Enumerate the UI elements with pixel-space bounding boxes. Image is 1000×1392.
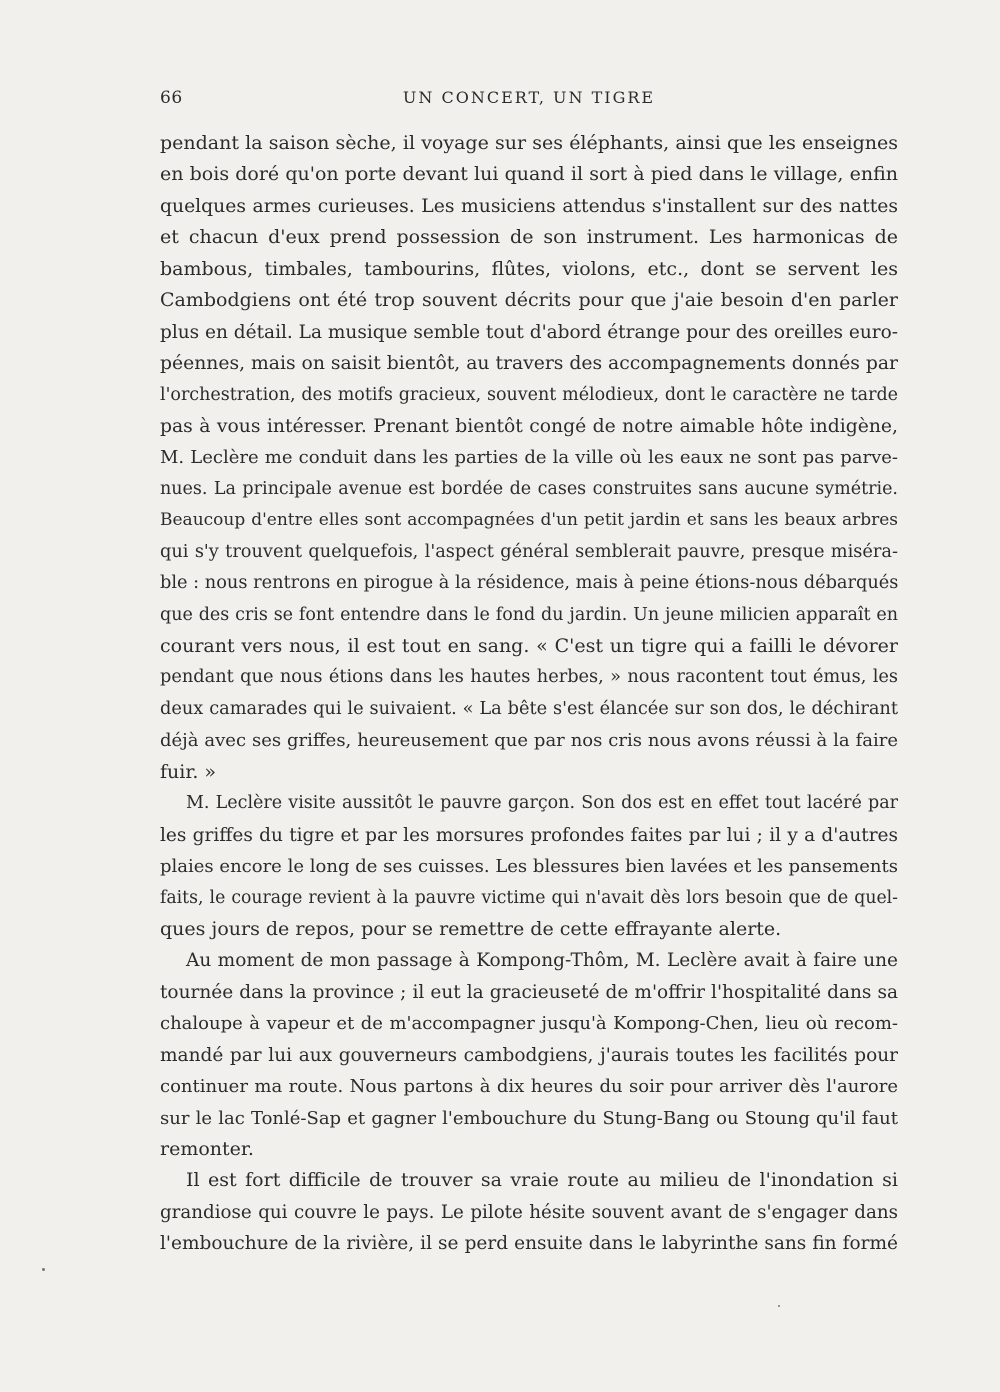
text-line: fuir. » bbox=[160, 760, 217, 783]
text-line: plaies encore le long de ses cuisses. Les blessures bien lavées et les pansements bbox=[160, 856, 898, 878]
text-line: faits, le courage revient à la pauvre victime qui n'avait dès lors besoin que de quel- bbox=[160, 887, 898, 908]
text-line: nues. La principale avenue est bordée de cases construites sans aucune symétrie. bbox=[160, 478, 898, 499]
text-line: M. Leclère me conduit dans les parties de la ville où les eaux ne sont pas parve- bbox=[160, 447, 898, 469]
text-line: grandiose qui couvre le pays. Le pilote hésite souvent avant de s'engager dans bbox=[160, 1201, 898, 1223]
text-line: Beaucoup d'entre elles sont accompagnées d'un petit jardin et sans les beaux arbres bbox=[160, 510, 898, 531]
text-line: continuer ma route. Nous partons à dix heures du soir pour arriver dès l'aurore bbox=[160, 1076, 898, 1098]
text-line: sur le lac Tonlé-Sap et gagner l'embouchure du Stung-Bang ou Stoung qu'il faut bbox=[160, 1107, 898, 1129]
text-line: tournée dans la province ; il eut la gracieuseté de m'offrir l'hospitalité dans sa bbox=[160, 981, 898, 1003]
text-line: péennes, mais on saisit bientôt, au travers des accompagnements donnés par bbox=[160, 353, 898, 375]
paper-speck bbox=[778, 1305, 780, 1307]
paper-speck bbox=[42, 1268, 45, 1271]
text-line: deux camarades qui le suivaient. « La bête s'est élancée sur son dos, le déchirant bbox=[160, 698, 898, 719]
text-line: chaloupe à vapeur et de m'accompagner jusqu'à Kompong-Chen, lieu où recom- bbox=[160, 1013, 898, 1035]
text-line: pas à vous intéresser. Prenant bientôt congé de notre aimable hôte indigène, bbox=[160, 415, 898, 437]
text-line: pendant la saison sèche, il voyage sur ses éléphants, ainsi que les enseignes bbox=[160, 132, 898, 154]
text-line: Il est fort difficile de trouver sa vraie route au milieu de l'inondation si bbox=[186, 1169, 898, 1192]
text-line: l'orchestration, des motifs gracieux, souvent mélodieux, dont le caractère ne tarde bbox=[160, 384, 898, 405]
text-line: que des cris se font entendre dans le fond du jardin. Un jeune milicien apparaît en bbox=[160, 604, 898, 625]
text-line: les griffes du tigre et par les morsures profondes faites par lui ; il y a d'autres bbox=[160, 824, 898, 846]
paragraph bbox=[160, 788, 898, 945]
page-number: 66 bbox=[160, 88, 183, 108]
text-line: courant vers nous, il est tout en sang. « C'est un tigre qui a failli le dévorer bbox=[160, 635, 898, 657]
text-line: plus en détail. La musique semble tout d'abord étrange pour des oreilles euro- bbox=[160, 321, 898, 343]
text-line: ble : nous rentrons en pirogue à la résidence, mais à peine étions-nous débarqués bbox=[160, 573, 899, 594]
text-line: Au moment de mon passage à Kompong-Thôm, M. Leclère avait à faire une bbox=[186, 950, 898, 972]
text-line: qui s'y trouvent quelquefois, l'aspect général semblerait pauvre, presque miséra- bbox=[160, 541, 898, 562]
text-line: mandé par lui aux gouverneurs cambodgiens, j'aurais toutes les facilités pour bbox=[160, 1044, 898, 1066]
paragraph bbox=[160, 945, 898, 1165]
text-line: M. Leclère visite aussitôt le pauvre garçon. Son dos est en effet tout lacéré par bbox=[186, 793, 898, 814]
text-line: en bois doré qu'on porte devant lui quand il sort à pied dans le village, enfin bbox=[160, 163, 898, 186]
body-text bbox=[160, 128, 898, 1260]
running-head bbox=[160, 88, 898, 114]
running-title: UN CONCERT, UN TIGRE bbox=[402, 88, 656, 107]
text-line: pendant que nous étions dans les hautes herbes, » nous racontent tout émus, les bbox=[160, 667, 898, 688]
text-line: et chacun d'eux prend possession de son instrument. Les harmonicas de bbox=[160, 226, 898, 249]
text-line: bambous, timbales, tambourins, flûtes, violons, etc., dont se servent les bbox=[160, 257, 898, 280]
paragraph bbox=[160, 128, 898, 788]
text-line: remonter. bbox=[160, 1138, 254, 1160]
text-line: l'embouchure de la rivière, il se perd ensuite dans le labyrinthe sans fin formé bbox=[160, 1233, 898, 1255]
text-line: quelques armes curieuses. Les musiciens attendus s'installent sur des nattes bbox=[160, 195, 898, 217]
text-line: Cambodgiens ont été trop souvent décrits pour que j'aie besoin d'en parler bbox=[160, 289, 898, 312]
text-line: déjà avec ses griffes, heureusement que par nos cris nous avons réussi à la faire bbox=[160, 730, 898, 752]
paragraph bbox=[160, 1165, 898, 1259]
text-line: ques jours de repos, pour se remettre de cette effrayante alerte. bbox=[160, 917, 782, 940]
